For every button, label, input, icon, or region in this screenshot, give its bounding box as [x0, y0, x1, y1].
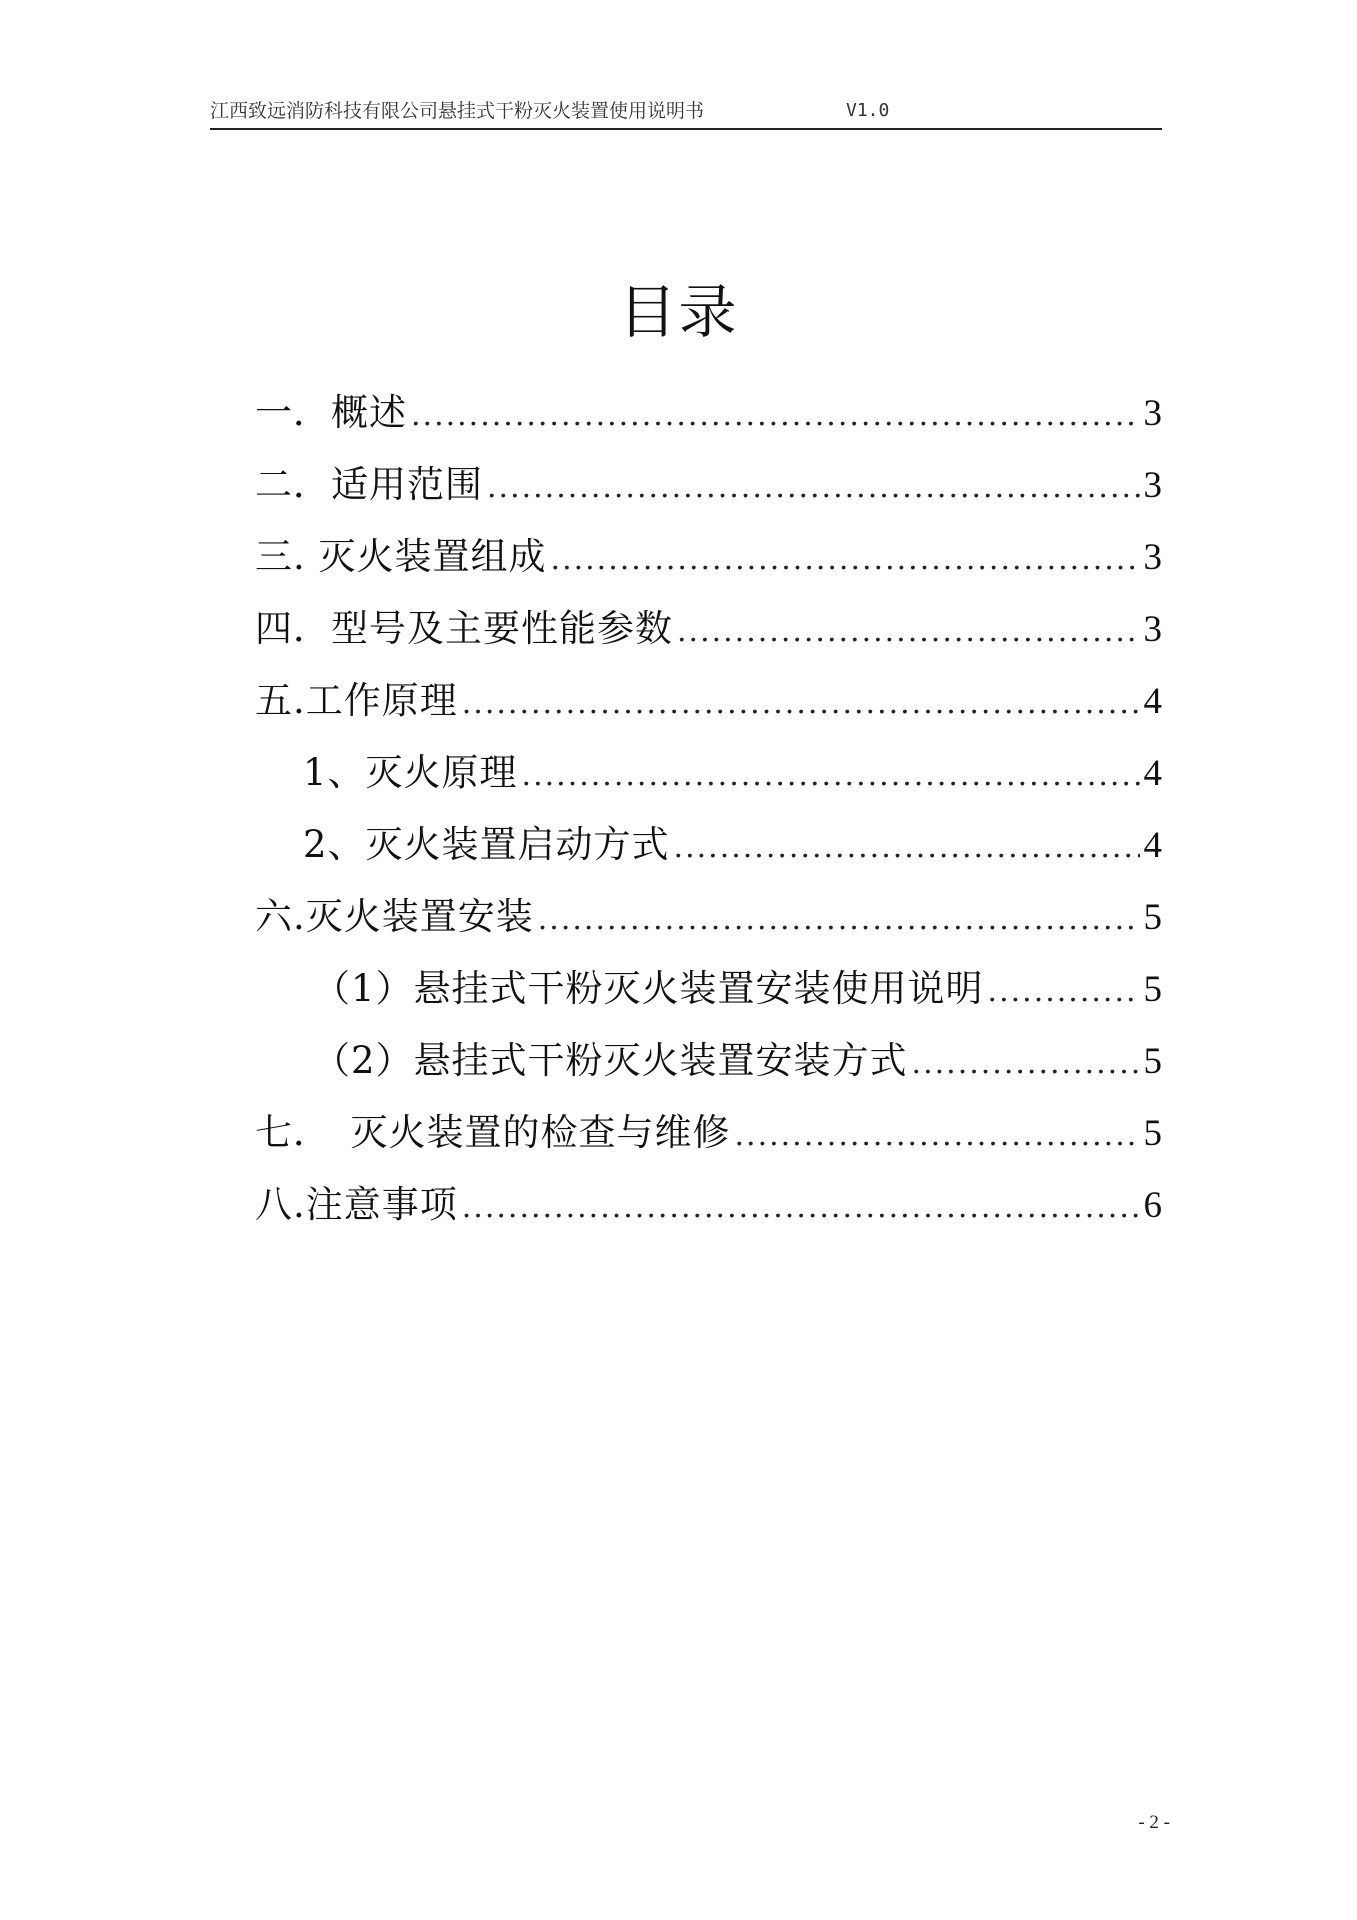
- toc-entry-composition[interactable]: [255, 521, 1162, 593]
- table-of-contents: [255, 377, 1162, 1241]
- toc-page-number: 3: [1143, 609, 1162, 650]
- dot-leader: [735, 1100, 1140, 1172]
- toc-page-number: 3: [1143, 393, 1162, 434]
- toc-entry-models-parameters[interactable]: [255, 593, 1162, 665]
- toc-entry-installation-methods[interactable]: [255, 1025, 1162, 1097]
- toc-entry-text: 六.灭火装置安装: [255, 895, 534, 938]
- toc-entry-text: 1、灭火原理: [303, 751, 518, 794]
- toc-page-number: 4: [1143, 825, 1162, 866]
- dot-leader: [677, 596, 1140, 668]
- dot-leader: [674, 812, 1140, 884]
- toc-page-number: 5: [1143, 969, 1162, 1010]
- toc-entry-overview[interactable]: [255, 377, 1162, 449]
- toc-entry-text: （1）悬挂式干粉灭火装置安装使用说明: [313, 967, 984, 1010]
- toc-page-number: 5: [1143, 897, 1162, 938]
- toc-entry-text: 一．概述: [255, 391, 407, 434]
- toc-entry-text: 八.注意事项: [255, 1183, 458, 1226]
- toc-page-number: 3: [1143, 537, 1162, 578]
- toc-entry-scope[interactable]: [255, 449, 1162, 521]
- dot-leader: [462, 1172, 1140, 1244]
- toc-entry-text: 七． 灭火装置的检查与维修: [255, 1111, 731, 1154]
- dot-leader: [538, 884, 1140, 956]
- toc-page-number: 5: [1143, 1113, 1162, 1154]
- page-header: [210, 98, 1162, 130]
- toc-entry-installation-instructions[interactable]: [255, 953, 1162, 1025]
- toc-entry-text: 二．适用范围: [255, 463, 483, 506]
- toc-entry-inspection-maintenance[interactable]: [255, 1097, 1162, 1169]
- toc-entry-text: 四．型号及主要性能参数: [255, 607, 673, 650]
- page-number: - 2 -: [1138, 1812, 1170, 1833]
- header-version: V1.0: [846, 100, 890, 121]
- toc-entry-precautions[interactable]: [255, 1169, 1162, 1241]
- toc-page-number: 3: [1143, 465, 1162, 506]
- toc-entry-text: 2、灭火装置启动方式: [303, 823, 670, 866]
- toc-title: 目录: [618, 278, 739, 346]
- toc-entry-activation-methods[interactable]: [255, 809, 1162, 881]
- dot-leader: [988, 956, 1140, 1028]
- dot-leader: [551, 524, 1140, 596]
- toc-page-number: 4: [1143, 753, 1162, 794]
- toc-entry-text: 三. 灭火装置组成: [255, 535, 547, 578]
- toc-page-number: 5: [1143, 1041, 1162, 1082]
- toc-page-number: 6: [1143, 1185, 1162, 1226]
- dot-leader: [462, 668, 1140, 740]
- toc-entry-text: 五.工作原理: [255, 679, 458, 722]
- dot-leader: [487, 452, 1140, 524]
- dot-leader: [411, 380, 1140, 452]
- toc-entry-extinguishing-principle[interactable]: [255, 737, 1162, 809]
- toc-page-number: 4: [1143, 681, 1162, 722]
- dot-leader: [522, 740, 1140, 812]
- toc-entry-working-principle[interactable]: [255, 665, 1162, 737]
- header-document-name: 江西致远消防科技有限公司悬挂式干粉灭火装置使用说明书: [210, 100, 705, 122]
- dot-leader: [912, 1028, 1140, 1100]
- toc-entry-text: （2）悬挂式干粉灭火装置安装方式: [313, 1039, 908, 1082]
- toc-entry-installation[interactable]: [255, 881, 1162, 953]
